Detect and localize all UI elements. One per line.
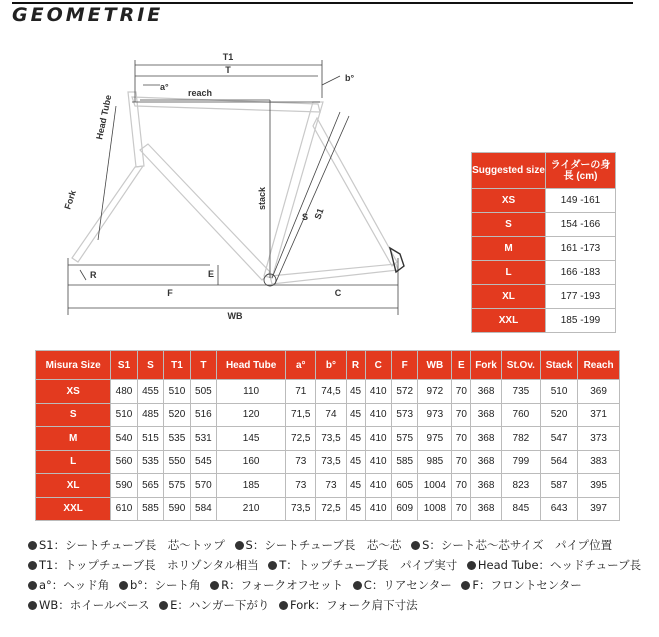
rider-table-row <box>472 261 616 285</box>
dim-label-c: C <box>334 288 342 298</box>
geo-value-cell: 70 <box>452 450 471 474</box>
geo-header-cell: Misura Size <box>36 351 111 380</box>
geo-header-cell: a° <box>286 351 316 380</box>
geo-value-cell: 455 <box>137 380 163 404</box>
geo-value-cell: 516 <box>190 403 216 427</box>
dim-label-stack: stack <box>257 186 267 210</box>
geo-size-cell: L <box>36 450 111 474</box>
rider-height-cell: 185 -199 <box>546 309 616 333</box>
geo-value-cell: 368 <box>471 497 501 521</box>
geo-value-cell: 505 <box>190 380 216 404</box>
geo-table-row <box>36 380 620 404</box>
geo-value-cell: 575 <box>391 427 417 451</box>
geo-value-cell: 610 <box>111 497 137 521</box>
geo-header-cell: T1 <box>164 351 190 380</box>
legend-item: WB：ホイールベース <box>28 598 149 612</box>
geo-value-cell: 368 <box>471 450 501 474</box>
geo-value-cell: 590 <box>164 497 190 521</box>
geo-value-cell: 510 <box>164 380 190 404</box>
dim-label-head-tube: Head Tube <box>94 93 114 141</box>
dim-label-t1: T1 <box>222 52 234 62</box>
geo-value-cell: 74,5 <box>316 380 346 404</box>
rider-height-cell: 177 -193 <box>546 285 616 309</box>
geo-value-cell: 485 <box>137 403 163 427</box>
geo-value-cell: 71,5 <box>286 403 316 427</box>
geo-value-cell: 72,5 <box>286 427 316 451</box>
geo-header-cell: S <box>137 351 163 380</box>
geometry-table <box>35 350 620 521</box>
geo-header-cell: S1 <box>111 351 137 380</box>
legend-item: T：トップチューブ長 パイプ実寸 <box>268 558 457 572</box>
dim-label-s: S <box>302 212 309 222</box>
geo-header-cell: C <box>365 351 391 380</box>
geo-size-cell: XS <box>36 380 111 404</box>
rider-size-cell: L <box>472 261 546 285</box>
geo-value-cell: 550 <box>164 450 190 474</box>
dim-label-b: b° <box>345 73 355 83</box>
geo-value-cell: 515 <box>137 427 163 451</box>
geo-value-cell: 120 <box>217 403 286 427</box>
geo-header-cell: Fork <box>471 351 501 380</box>
geo-value-cell: 45 <box>346 427 365 451</box>
geo-value-cell: 45 <box>346 380 365 404</box>
geo-value-cell: 587 <box>540 474 577 498</box>
geo-value-cell: 643 <box>540 497 577 521</box>
legend-item: a°：ヘッド角 <box>28 578 109 592</box>
page-title: GEOMETRIE <box>12 4 164 26</box>
rider-header-size: Suggested size <box>472 153 546 189</box>
geo-table-row <box>36 427 620 451</box>
geo-value-cell: 520 <box>540 403 577 427</box>
rider-table-row <box>472 213 616 237</box>
rider-size-cell: XS <box>472 189 546 213</box>
geo-value-cell: 185 <box>217 474 286 498</box>
geo-value-cell: 540 <box>111 427 137 451</box>
dimension-lines <box>68 60 398 315</box>
geo-value-cell: 73,5 <box>286 497 316 521</box>
geo-value-cell: 570 <box>190 474 216 498</box>
geo-value-cell: 410 <box>365 474 391 498</box>
geo-value-cell: 410 <box>365 497 391 521</box>
rider-table-row <box>472 189 616 213</box>
geo-value-cell: 573 <box>391 403 417 427</box>
geo-value-cell: 535 <box>164 427 190 451</box>
geo-value-cell: 74 <box>316 403 346 427</box>
geo-value-cell: 510 <box>540 380 577 404</box>
geo-value-cell: 410 <box>365 403 391 427</box>
geo-table-row <box>36 497 620 521</box>
geo-value-cell: 572 <box>391 380 417 404</box>
geo-value-cell: 45 <box>346 403 365 427</box>
rider-height-cell: 154 -166 <box>546 213 616 237</box>
geo-value-cell: 531 <box>190 427 216 451</box>
geo-value-cell: 985 <box>418 450 452 474</box>
geo-value-cell: 369 <box>578 380 620 404</box>
rider-table-row <box>472 309 616 333</box>
geo-header-cell: Stack <box>540 351 577 380</box>
geo-value-cell: 368 <box>471 474 501 498</box>
legend-item: F：フロントセンター <box>461 578 581 592</box>
geo-table-row <box>36 450 620 474</box>
geo-value-cell: 547 <box>540 427 577 451</box>
geo-value-cell: 73,5 <box>316 450 346 474</box>
geo-value-cell: 590 <box>111 474 137 498</box>
geo-value-cell: 160 <box>217 450 286 474</box>
geo-value-cell: 70 <box>452 403 471 427</box>
geo-value-cell: 535 <box>137 450 163 474</box>
legend-item: R：フォークオフセット <box>210 578 343 592</box>
geo-header-cell: R <box>346 351 365 380</box>
rider-height-cell: 149 -161 <box>546 189 616 213</box>
geo-value-cell: 368 <box>471 403 501 427</box>
legend-item: Head Tube：ヘッドチューブ長 <box>467 558 641 572</box>
dim-label-s1: S1 <box>312 206 326 221</box>
geo-value-cell: 73 <box>316 474 346 498</box>
geo-value-cell: 410 <box>365 450 391 474</box>
geo-value-cell: 973 <box>418 403 452 427</box>
geo-size-cell: XL <box>36 474 111 498</box>
geo-value-cell: 782 <box>501 427 540 451</box>
rider-size-cell: S <box>472 213 546 237</box>
geo-value-cell: 70 <box>452 380 471 404</box>
geo-value-cell: 520 <box>164 403 190 427</box>
geo-value-cell: 545 <box>190 450 216 474</box>
frame-outline <box>72 92 398 284</box>
dim-label-fork: Fork <box>62 188 78 211</box>
geo-value-cell: 73 <box>286 474 316 498</box>
geo-value-cell: 397 <box>578 497 620 521</box>
geometry-diagram <box>20 40 420 335</box>
geo-header-cell: F <box>391 351 417 380</box>
geo-header-cell: b° <box>316 351 346 380</box>
legend-item: S：シートチューブ長 芯～芯 <box>235 538 402 552</box>
geo-table-row <box>36 474 620 498</box>
geo-value-cell: 1004 <box>418 474 452 498</box>
geo-value-cell: 480 <box>111 380 137 404</box>
geo-value-cell: 823 <box>501 474 540 498</box>
geo-value-cell: 560 <box>111 450 137 474</box>
geo-value-cell: 395 <box>578 474 620 498</box>
geo-table-row <box>36 403 620 427</box>
geo-value-cell: 585 <box>391 450 417 474</box>
geo-value-cell: 145 <box>217 427 286 451</box>
legend <box>28 535 648 615</box>
legend-item: T1：トップチューブ長 ホリゾンタル相当 <box>28 558 259 572</box>
geo-value-cell: 70 <box>452 427 471 451</box>
rider-size-cell: M <box>472 237 546 261</box>
geo-value-cell: 383 <box>578 450 620 474</box>
geo-value-cell: 45 <box>346 450 365 474</box>
geo-value-cell: 972 <box>418 380 452 404</box>
geo-value-cell: 368 <box>471 427 501 451</box>
geo-value-cell: 1008 <box>418 497 452 521</box>
rider-size-table <box>471 152 616 333</box>
geo-value-cell: 73,5 <box>316 427 346 451</box>
geo-value-cell: 609 <box>391 497 417 521</box>
geo-size-cell: M <box>36 427 111 451</box>
rider-size-cell: XXL <box>472 309 546 333</box>
rider-table-row <box>472 237 616 261</box>
geo-header-cell: St.Ov. <box>501 351 540 380</box>
geo-value-cell: 510 <box>111 403 137 427</box>
geo-value-cell: 72,5 <box>316 497 346 521</box>
geo-value-cell: 71 <box>286 380 316 404</box>
geo-value-cell: 584 <box>190 497 216 521</box>
geo-header-cell: E <box>452 351 471 380</box>
geo-value-cell: 371 <box>578 403 620 427</box>
dim-label-f: F <box>167 288 173 298</box>
geo-header-cell: T <box>190 351 216 380</box>
geo-value-cell: 799 <box>501 450 540 474</box>
rider-size-cell: XL <box>472 285 546 309</box>
rider-height-cell: 166 -183 <box>546 261 616 285</box>
geo-value-cell: 45 <box>346 474 365 498</box>
geo-size-cell: S <box>36 403 111 427</box>
geo-value-cell: 975 <box>418 427 452 451</box>
dim-label-wb: WB <box>227 311 243 321</box>
dim-label-reach: reach <box>187 88 213 98</box>
geo-value-cell: 110 <box>217 380 286 404</box>
geo-value-cell: 605 <box>391 474 417 498</box>
geo-value-cell: 45 <box>346 497 365 521</box>
geo-value-cell: 70 <box>452 497 471 521</box>
legend-item: b°：シート角 <box>119 578 201 592</box>
rider-height-cell: 161 -173 <box>546 237 616 261</box>
geo-header-cell: Head Tube <box>217 351 286 380</box>
geo-header-cell: WB <box>418 351 452 380</box>
geo-value-cell: 410 <box>365 380 391 404</box>
geo-value-cell: 73 <box>286 450 316 474</box>
geo-value-cell: 410 <box>365 427 391 451</box>
geo-value-cell: 368 <box>471 380 501 404</box>
rider-header-height: ライダーの身長 (cm) <box>546 153 616 189</box>
geo-value-cell: 585 <box>137 497 163 521</box>
dim-label-t: T <box>225 65 231 75</box>
geo-value-cell: 70 <box>452 474 471 498</box>
geo-value-cell: 564 <box>540 450 577 474</box>
legend-item: S1：シートチューブ長 芯～トップ <box>28 538 225 552</box>
geo-header-cell: Reach <box>578 351 620 380</box>
geo-value-cell: 845 <box>501 497 540 521</box>
dim-label-a: a° <box>160 82 169 92</box>
dim-label-r: R <box>90 270 97 280</box>
legend-item: E：ハンガー下がり <box>159 598 269 612</box>
geo-value-cell: 565 <box>137 474 163 498</box>
geo-value-cell: 735 <box>501 380 540 404</box>
geo-value-cell: 373 <box>578 427 620 451</box>
legend-item: S：シート芯～芯サイズ パイプ位置 <box>411 538 612 552</box>
geo-size-cell: XXL <box>36 497 111 521</box>
geo-value-cell: 575 <box>164 474 190 498</box>
legend-item: Fork：フォーク肩下寸法 <box>279 598 418 612</box>
geo-value-cell: 760 <box>501 403 540 427</box>
legend-item: C：リアセンター <box>353 578 452 592</box>
geo-value-cell: 210 <box>217 497 286 521</box>
dim-label-e: E <box>208 269 215 279</box>
rider-table-row <box>472 285 616 309</box>
